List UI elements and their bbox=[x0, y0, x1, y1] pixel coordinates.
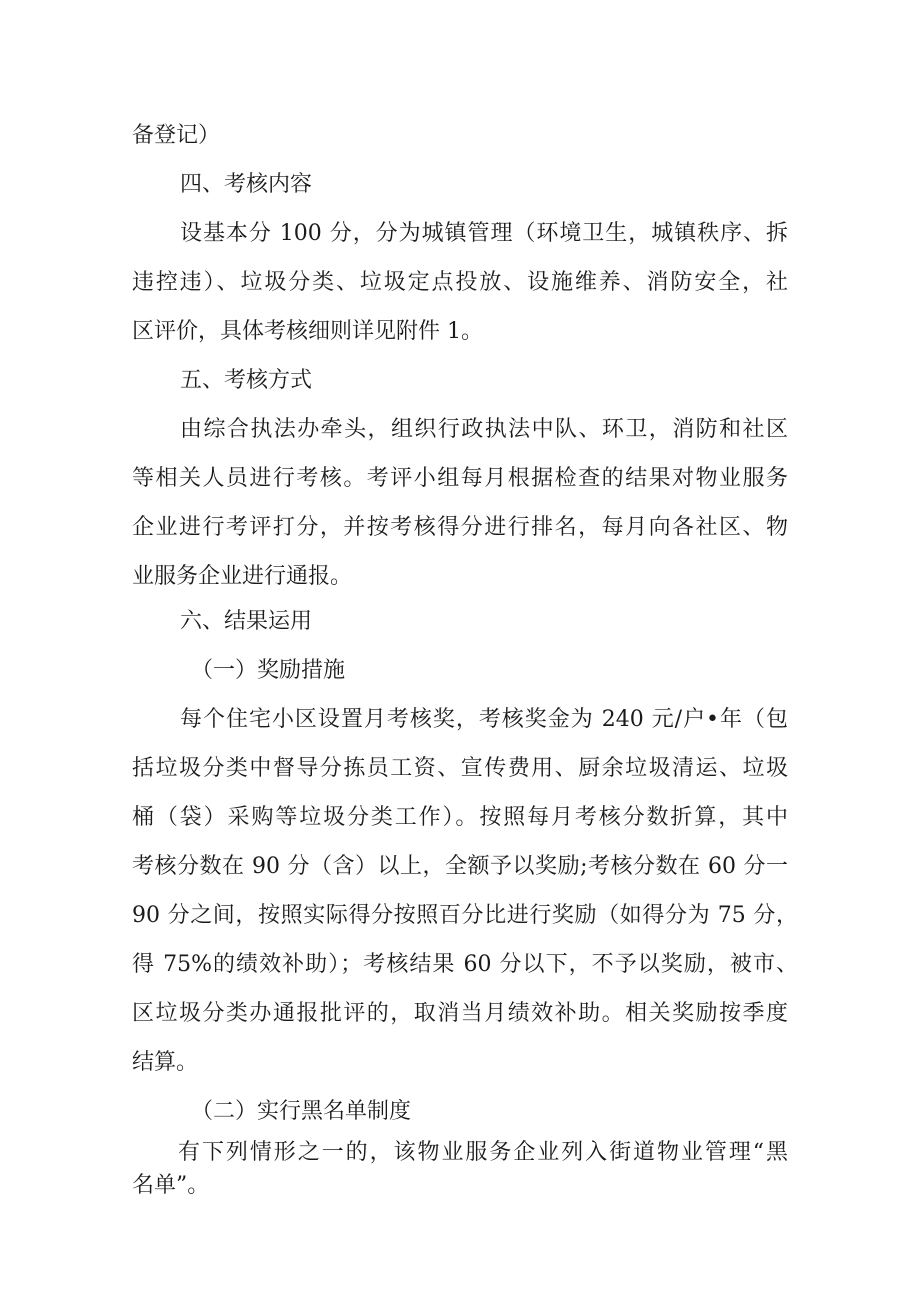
section-4-para-line: 区评价，具体考核细则详见附件 1。 bbox=[132, 319, 483, 344]
section-4-para-line: 违控违）、垃圾分类、垃圾定点投放、设施维养、消防安全，社 bbox=[132, 270, 788, 295]
subsection-1-heading: （一）奖励措施 bbox=[191, 658, 346, 683]
subsection-1-para-line: 括垃圾分类中督导分拣员工资、宣传费用、厨余垃圾清运、垃圾 bbox=[132, 756, 788, 781]
continuation-line: 备登记） bbox=[132, 123, 221, 148]
subsection-2-heading: （二）实行黑名单制度 bbox=[191, 1099, 412, 1124]
section-5-heading: 五、考核方式 bbox=[180, 368, 313, 393]
section-6-heading: 六、结果运用 bbox=[180, 609, 313, 634]
subsection-1-para-line: 得 75%的绩效补助）；考核结果 60 分以下，不予以奖励，被市、 bbox=[132, 952, 798, 977]
section-5-para-line: 企业进行考评打分，并按考核得分进行排名，每月向各社区、物 bbox=[132, 515, 788, 540]
subsection-2-para-line: 名单”。 bbox=[132, 1173, 210, 1198]
section-4-para-line: 设基本分 100 分，分为城镇管理（环境卫生，城镇秩序、拆 bbox=[180, 221, 788, 246]
subsection-1-para-line: 90 分之间，按照实际得分按照百分比进行奖励（如得分为 75 分， bbox=[132, 903, 798, 928]
subsection-2-para-line: 有下列情形之一的，该物业服务企业列入街道物业管理“黑 bbox=[178, 1140, 788, 1165]
subsection-1-para-line: 考核分数在 90 分（含）以上，全额予以奖励;考核分数在 60 分一 bbox=[132, 854, 788, 879]
subsection-1-para-line: 区垃圾分类办通报批评的，取消当月绩效补助。相关奖励按季度 bbox=[132, 1001, 788, 1026]
subsection-1-para-line: 结算。 bbox=[132, 1050, 199, 1075]
subsection-1-para-line: 每个住宅小区设置月考核奖，考核奖金为 240 元/户•年（包 bbox=[180, 707, 788, 732]
section-4-heading: 四、考核内容 bbox=[180, 172, 313, 197]
subsection-1-para-line: 桶（袋）采购等垃圾分类工作）。按照每月考核分数折算，其中 bbox=[132, 805, 788, 830]
section-5-para-line: 由综合执法办牵头，组织行政执法中队、环卫，消防和社区 bbox=[180, 417, 788, 442]
section-5-para-line: 业服务企业进行通报。 bbox=[132, 564, 353, 589]
section-5-para-line: 等相关人员进行考核。考评小组每月根据检查的结果对物业服务 bbox=[132, 466, 788, 491]
